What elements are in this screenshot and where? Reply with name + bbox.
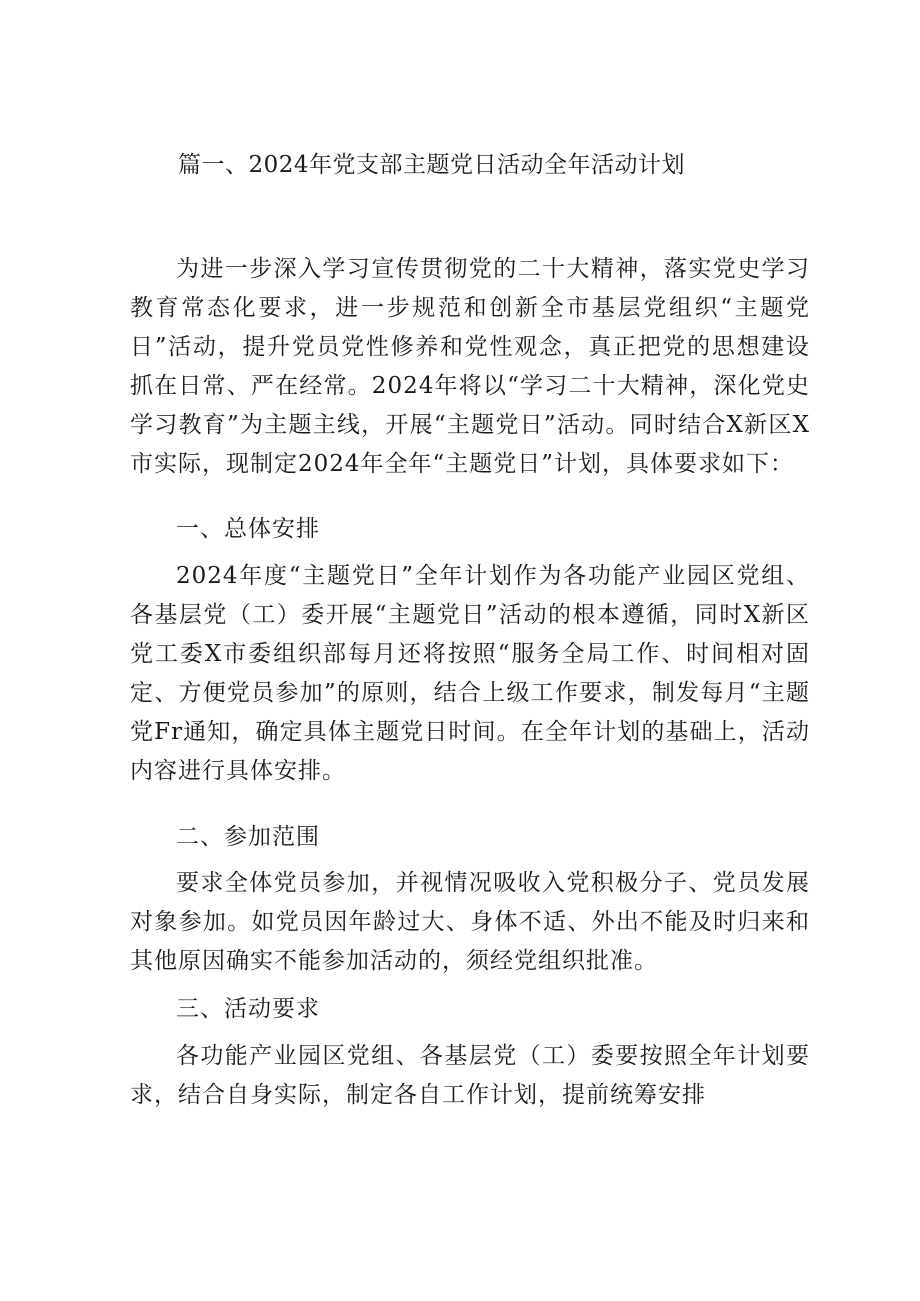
section-body-overall-arrangement: 2024年度“主题党日”全年计划作为各功能产业园区党组、各基层党（工）委开展“主题党日”活动的根本遵循，同时X新区党工委X市委组织部每月还将按照“服务全局工作、时间相对固定、方便党员参加”的原则，结合上级工作要求，制发每月“主题党Fr通知，确定具体主题党日时间。在全年计划的基础上，活动内容进行具体安排。 <box>130 563 810 784</box>
section-heading-participation-scope: 二、参加范围 <box>176 824 320 850</box>
document-title: 篇一、2024年党支部主题党日活动全年活动计划 <box>178 152 686 178</box>
section-body-activity-requirements: 各功能产业园区党组、各基层党（工）委要按照全年计划要求，结合自身实际，制定各自工作计划，提前统筹安排 <box>130 1043 810 1108</box>
intro-paragraph: 为进一步深入学习宣传贯彻党的二十大精神，落实党史学习教育常态化要求，进一步规范和创新全市基层党组织“主题党日”活动，提升党员党性修养和党性观念，真正把党的思想建设抓在日常、严在经常。2024年将以“学习二十大精神，深化党史学习教育”为主题主线，开展“主题党日”活动。同时结合X新区X市实际，现制定2024年全年“主题党日”计划，具体要求如下： <box>130 256 810 477</box>
section-body-participation-scope: 要求全体党员参加，并视情况吸收入党积极分子、党员发展对象参加。如党员因年龄过大、身体不适、外出不能及时归来和其他原因确实不能参加活动的，须经党组织批准。 <box>130 870 810 974</box>
section-heading-overall-arrangement: 一、总体安排 <box>176 516 320 542</box>
section-heading-activity-requirements: 三、活动要求 <box>176 996 320 1022</box>
